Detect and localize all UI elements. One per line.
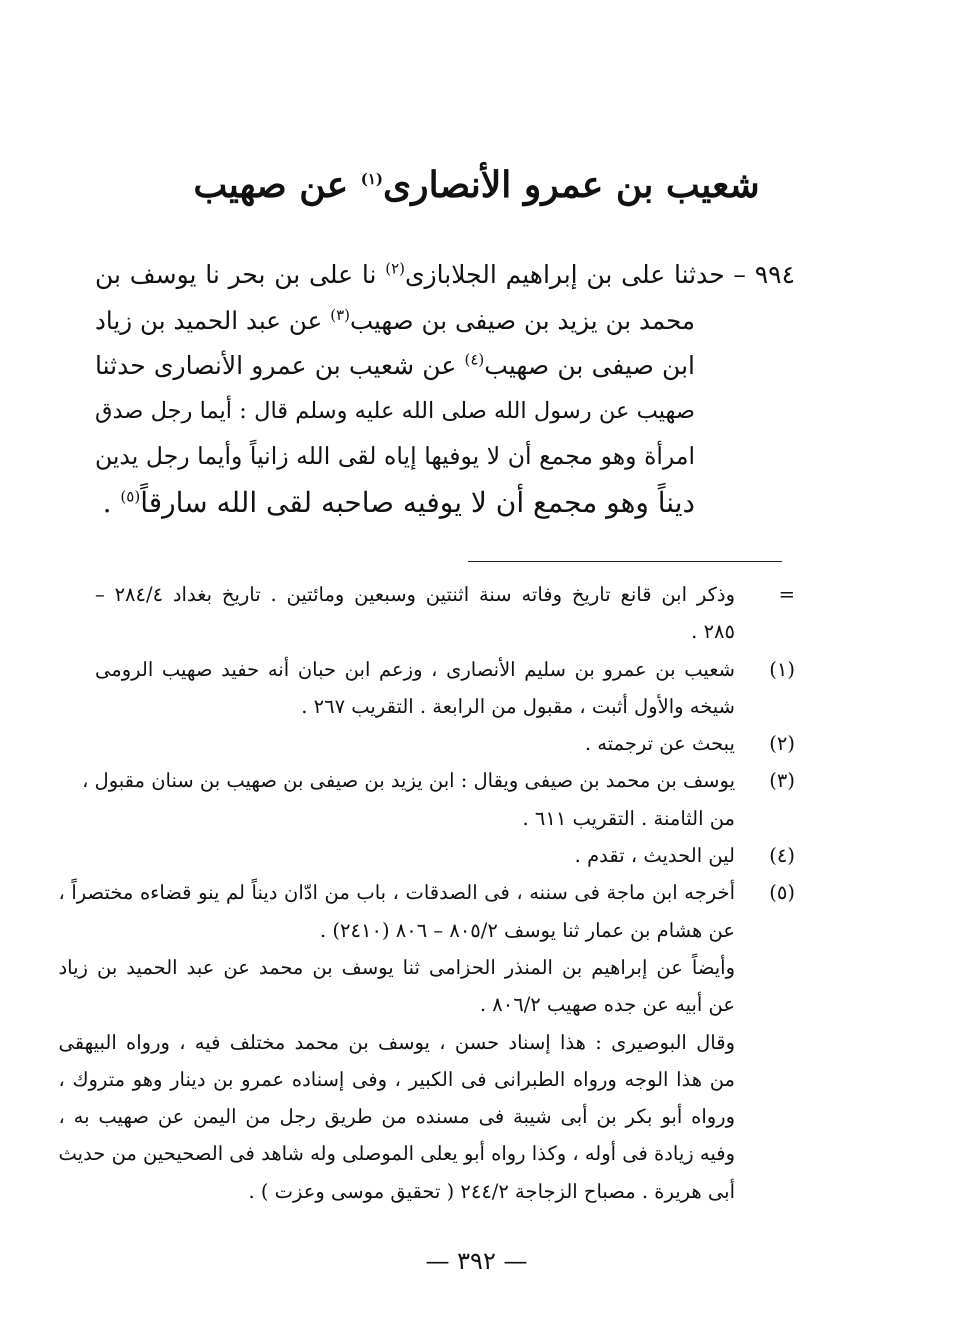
footnote-line: ورواه أبو بكر بن أبى شيبة فى مسنده من طريق رجل من اليمن عن صهيب به ، (58, 1105, 735, 1129)
footnote-body (95, 725, 735, 762)
page-number: — ٣٩٢ — (425, 1247, 528, 1275)
footnote-marker: (٢) (769, 732, 795, 756)
footnote-reference: (٢) (385, 259, 405, 278)
footnote-reference: (٣) (330, 305, 350, 324)
hadith-line (95, 252, 795, 298)
hadith-text-segment: امرأة وهو مجمع أن لا يوفيها إياه لقى الله زانياً وأيما رجل يدين (95, 442, 695, 471)
footnote-line: وأيضاً عن إبراهيم بن المنذر الحزامى ثنا يوسف بن محمد عن عبد الحميد بن زياد (58, 955, 735, 979)
footnote-reference: (٥) (120, 487, 141, 506)
hadith-line (95, 434, 795, 480)
footnote-5 (58, 874, 795, 1210)
hadith-text-segment: ديناً وهو مجمع أن لا يوفيه صاحبه لقى الله سارقاً (140, 485, 695, 519)
chapter-title-suffix: عن صهيب (193, 164, 349, 206)
hadith-line (95, 343, 795, 389)
hadith-text-segment: ابن صيفى بن صهيب (484, 351, 695, 381)
footnote-line: أبى هريرة . مصباح الزجاجة ٢٤٤/٢ ( تحقيق موسى وعزت ) . (248, 1179, 735, 1203)
hadith-text-segment: محمد بن يزيد بن صيفى بن صهيب (349, 305, 696, 335)
footnote-line: عن أبيه عن جده صهيب ٨٠٦/٢ . (479, 993, 735, 1017)
footnote-body (82, 762, 735, 837)
footnote-3 (82, 762, 795, 837)
hadith-text-segment: ٩٩٤ – حدثنا على بن إبراهيم الجلابازى (404, 260, 796, 289)
footnote-body (95, 576, 735, 651)
footnote-marker: (٣) (769, 769, 795, 793)
footnote-line: وقال البوصيرى : هذا إسناد حسن ، يوسف بن محمد مختلف فيه ، ورواه البيهقى (58, 1030, 735, 1054)
footnote-line: من الثامنة . التقريب ٦١١ . (522, 806, 735, 830)
footnote-reference: (٤) (464, 350, 485, 369)
footnotes (58, 576, 795, 1210)
footnote-line: أخرجه ابن ماجة فى سننه ، فى الصدقات ، باب من ادّان ديناً لم ينو قضاءه مختصراً ، (58, 881, 735, 905)
hadith-text-segment: نا على بن بحر نا يوسف بن (95, 260, 386, 289)
footnote-body (95, 651, 735, 726)
footnote-line: شيخه والأول أثبت ، مقبول من الرابعة . التقريب ٢٦٧ . (301, 694, 735, 718)
footnote-line: يوسف بن محمد بن صيفى ويقال : ابن يزيد بن صيفى بن صهيب بن سنان مقبول ، (82, 769, 735, 793)
footnote-line: شعيب بن عمرو بن سليم الأنصارى ، وزعم ابن حبان أنه حفيد صهيب الرومى (95, 657, 735, 681)
hadith-text-segment: عن شعيب بن عمرو الأنصارى حدثنا (95, 351, 465, 381)
hadith-text-segment: عن عبد الحميد بن زياد (95, 305, 331, 335)
footnote-continuation (95, 576, 795, 651)
footnote-separator (468, 561, 782, 562)
hadith-text-segment: . (102, 485, 121, 519)
footnote-4 (95, 837, 795, 874)
footnote-line: يبحث عن ترجمته . (584, 732, 735, 756)
footnote-line: لين الحديث ، تقدم . (574, 844, 735, 868)
chapter-title-note-marker: (١) (360, 170, 383, 188)
chapter-title (0, 160, 953, 210)
hadith-text (95, 252, 795, 526)
footnote-2 (95, 725, 795, 762)
hadith-line (95, 389, 795, 435)
footnote-line: وفيه زيادة فى أوله ، وكذا رواه أبو يعلى الموصلى وله شاهد فى الصحيحين من حديث (58, 1142, 735, 1166)
footnote-line: وذكر ابن قانع تاريخ وفاته سنة اثنتين وسبعين ومائتين . تاريخ بغداد ٢٨٤/٤ – (95, 583, 735, 606)
footnote-marker: (٤) (769, 844, 795, 868)
footnote-body (95, 837, 735, 874)
chapter-title-text: شعيب بن عمرو الأنصارى (383, 164, 760, 206)
footnote-line: من هذا الوجه ورواه الطبرانى فى الكبير ، وفى إسناده عمرو بن دينار وهو متروك ، (58, 1067, 735, 1091)
hadith-line (95, 480, 795, 526)
footnote-body (59, 874, 736, 1210)
footnote-line: ٢٨٥ . (691, 620, 735, 644)
footnote-line: عن هشام بن عمار ثنا يوسف ٨٠٥/٢ – ٨٠٦ (٢٤١٠) . (320, 918, 735, 942)
footnote-marker: (١) (769, 657, 795, 681)
footnote-marker: (٥) (769, 881, 795, 905)
footnote-marker: = (778, 583, 795, 606)
hadith-text-segment: صهيب عن رسول الله صلى الله عليه وسلم قال : أيما رجل صدق (95, 397, 695, 424)
footnote-1 (95, 651, 795, 726)
hadith-line (95, 298, 795, 344)
